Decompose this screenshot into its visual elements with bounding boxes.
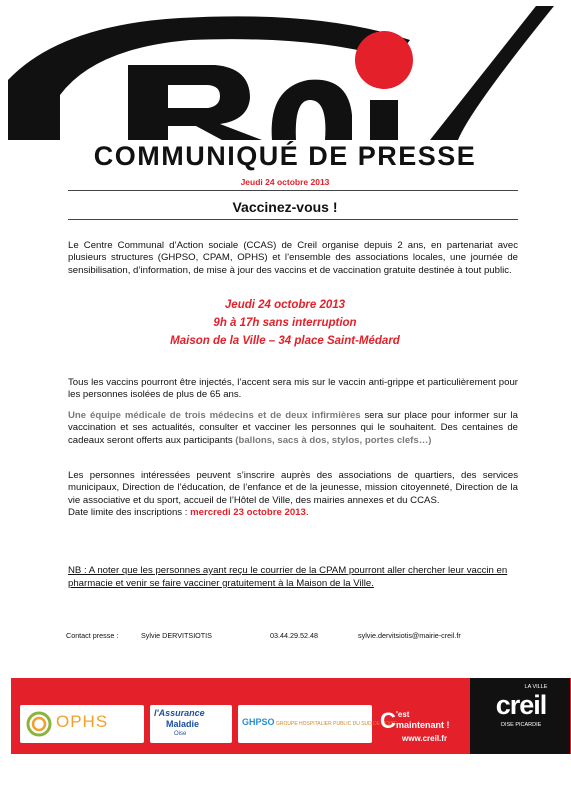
assurance-text: l'Assurance [154, 708, 205, 718]
event-hours: 9h à 17h sans interruption [213, 317, 357, 329]
logo-o [272, 80, 352, 140]
slogan-maintenant: maintenant ! [396, 720, 450, 730]
ophs-logo [20, 705, 144, 743]
gifts-highlight: (ballons, sacs à dos, stylos, portes clefs…) [235, 434, 432, 446]
logo-r-stem [128, 65, 168, 140]
event-place: Maison de la Ville – 34 place Saint-Médard [170, 335, 400, 347]
logo-red-dot [355, 31, 413, 89]
vaccins-paragraph: Tous les vaccins pourront être injectés, l’accent sera mis sur le vaccin anti-grippe et particulièrement pour les personnes isolées de plus de 65 ans. [68, 377, 518, 401]
inscription-paragraph [68, 470, 518, 519]
contact-name: Sylvie DERVITSIOTIS [141, 631, 212, 640]
ville-label: LA VILLE [524, 684, 548, 690]
page-title: COMMUNIQUÉ DE PRESSE [93, 141, 477, 171]
nb-note: NB : A noter que les personnes ayant reçu le courrier de la CPAM pourront aller chercher leur vaccin en pharmacie et venir se faire vacciner gratuitement à la Maison de la Ville. [68, 565, 508, 589]
deadline-label: Date limite des inscriptions : [68, 506, 191, 518]
contact-label: Contact presse : [66, 631, 119, 640]
ophs-icon [24, 709, 54, 739]
oise-text: Oise [174, 731, 187, 737]
equipe-text: sera sur place pour informer sur la vaccination et ses actualités, consulter et vacciner les personnes qui le souhaitent. Des centaines de cadeaux seront offerts aux participants [68, 410, 519, 446]
logo-i [370, 100, 398, 140]
creil-slogan [380, 708, 468, 748]
event-date: Jeudi 24 octobre 2013 [224, 299, 346, 311]
divider-bottom [68, 219, 518, 220]
slogan-web: www.creil.fr [402, 734, 448, 743]
equipe-highlight: Une équipe médicale de trois médecins et de deux infirmières [68, 410, 361, 421]
deadline-date: mercredi 23 octobre 2013 [190, 506, 306, 518]
slogan-est: 'est [396, 710, 410, 719]
deadline-end: . [305, 506, 309, 518]
logo-l-stroke [430, 6, 554, 140]
ghpso-subtitle: GROUPE HOSPITALIER PUBLIC DU SUD DE L'OISE [276, 721, 398, 727]
ghpso-logo [238, 705, 398, 743]
creil-logo [0, 0, 570, 140]
contact-email: sylvie.dervitsiotis@mairie-creil.fr [358, 631, 461, 640]
ghpso-text: GHPSO [242, 717, 275, 727]
assurance-maladie-logo [150, 705, 232, 743]
divider-top [68, 190, 518, 191]
maladie-text: Maladie [166, 719, 200, 729]
intro-paragraph: Le Centre Communal d’Action sociale (CCAS) de Creil organise depuis 2 ans, en partenariat avec plusieurs structures (GHPSO, CPAM, OPHS) et l’ensemble des associations locales, une journée de sensibilisation, d’information, de mise à jour des vaccins et de vaccination gratuite destinée à tout public. [68, 240, 518, 276]
contact-phone: 03.44.29.52.48 [270, 631, 318, 640]
ville-name: creil [495, 690, 547, 720]
equipe-paragraph [68, 410, 518, 447]
ville-creil-logo [478, 684, 564, 750]
logo-r-bowl [168, 65, 262, 140]
ophs-text: OPHS [56, 712, 109, 731]
slogan-c: C [380, 708, 396, 733]
headline: Vaccinez-vous ! [232, 199, 338, 215]
inscription-text: Les personnes intéressées peuvent s’inscrire auprès des associations de quartiers, des services municipaux, Direction de l’éducation, de l’enfance et de la jeunesse, mission citoyenneté, Direction de la vie associative et du sport, accueil de l’Hôtel de Ville, des mairies annexes et du CCAS. [68, 470, 518, 506]
press-date: Jeudi 24 octobre 2013 [240, 177, 330, 187]
ville-region: OISE PICARDIE [500, 722, 542, 728]
